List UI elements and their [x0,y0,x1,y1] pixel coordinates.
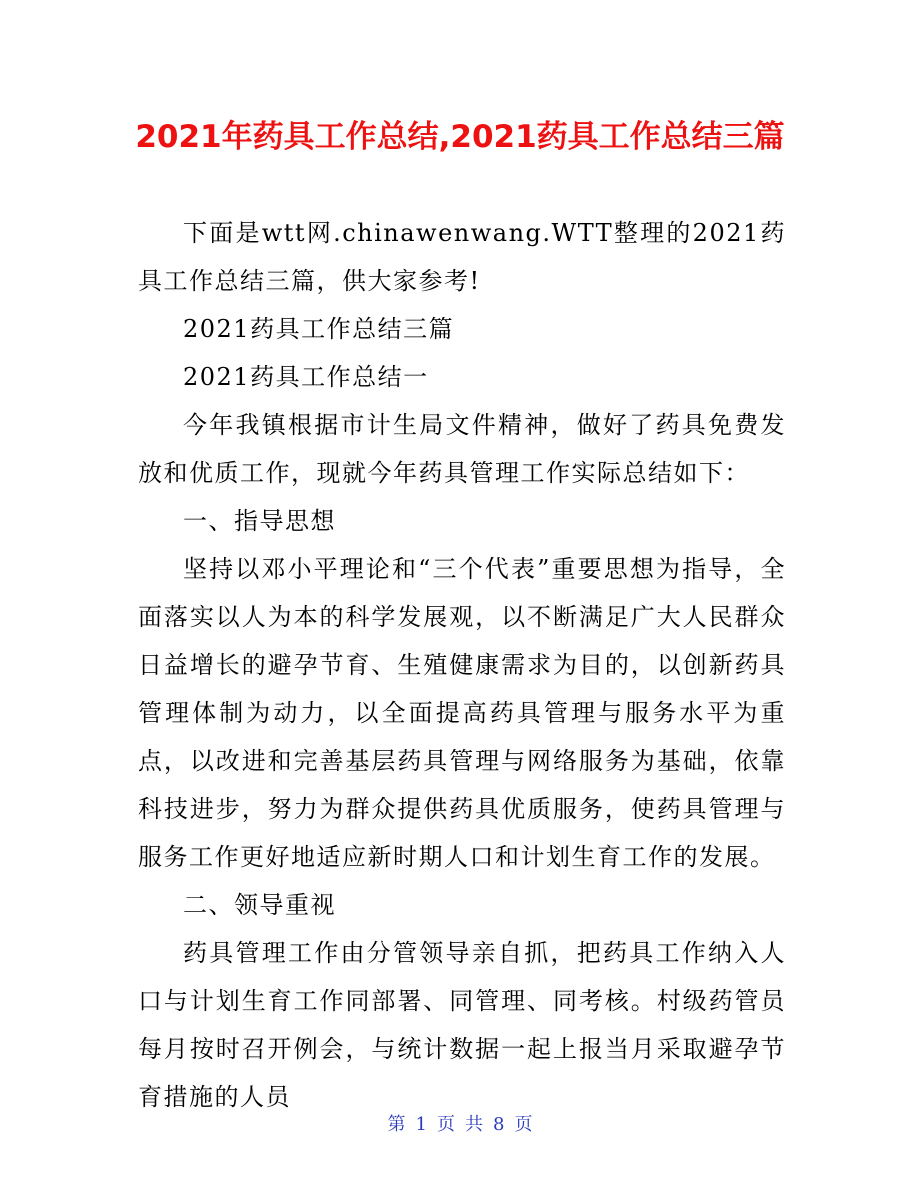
footer-page-word: 页 [437,1114,455,1135]
paragraph-intro: 下面是wtt网.chinawenwang.WTT整理的2021药具工作总结三篇，供大家参考! [138,219,786,295]
footer-suffix: 页 [514,1114,533,1135]
page-footer [0,1113,920,1137]
paragraph-guiding-ideology: 坚持以邓小平理论和“三个代表”重要思想为指导，全面落实以人为本的科学发展观，以不断满足广大人民群众日益增长的避孕节育、生殖健康需求为目的，以创新药具管理体制为动力，以全面提高药具管理与服务水平为重点，以改进和完善基层药具管理与网络服务为基础，依靠科技进步，努力为群众提供药具优质服务，使药具管理与服务工作更好地适应新时期人口和计划生育工作的发展。 [138,555,786,871]
document-body [138,209,786,1121]
footer-prefix: 第 [387,1114,406,1135]
footer-total-word: 共 [465,1114,483,1135]
footer-total-pages: 8 [493,1114,505,1135]
paragraph-opening: 今年我镇根据市计生局文件精神，做好了药具免费发放和优质工作，现就今年药具管理工作实际总结如下： [138,411,786,487]
footer-current-page: 1 [415,1114,427,1135]
document-title: 2021年药具工作总结,2021药具工作总结三篇 [135,119,785,155]
heading-leadership: 二、领导重视 [183,891,336,919]
paragraph-subtitle: 2021药具工作总结三篇 [183,315,455,343]
paragraph-section-title: 2021药具工作总结一 [183,363,429,391]
heading-guiding-ideology: 一、指导思想 [183,507,336,535]
paragraph-leadership: 药具管理工作由分管领导亲自抓，把药具工作纳入人口与计划生育工作同部署、同管理、同考核。村级药管员每月按时召开例会，与统计数据一起上报当月采取避孕节育措施的人员 [138,939,786,1111]
